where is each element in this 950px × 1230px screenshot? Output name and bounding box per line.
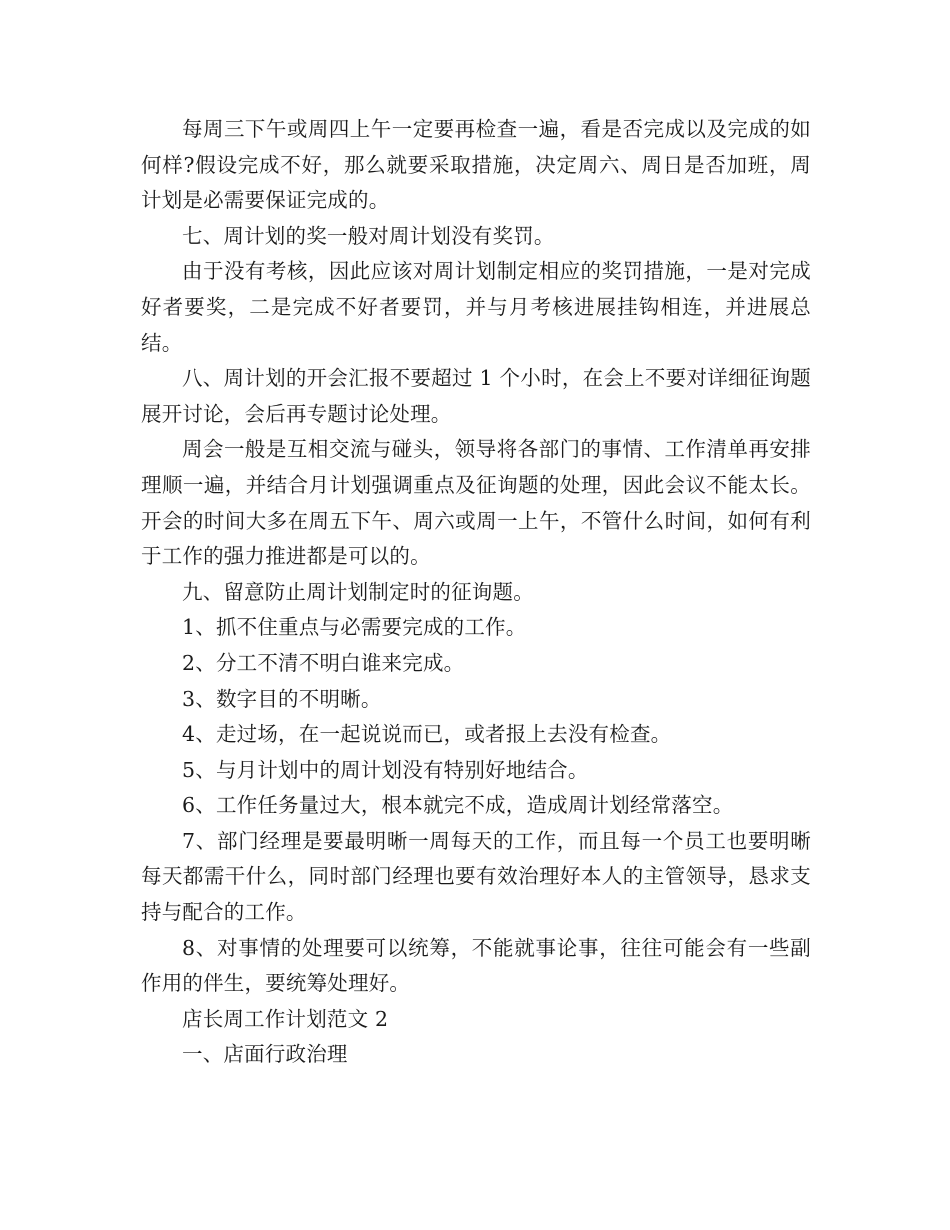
heading-section-9: 九、留意防止周计划制定时的征询题。 xyxy=(182,579,534,604)
list-item-7: 7、部门经理是要最明晰一周每天的工作，而且每一个员工也要明晰每天都需干什么，同时部门经理也要有效治理好本人的主管领导，恳求支持与配合的工作。 xyxy=(141,828,811,925)
paragraph-rewards: 由于没有考核，因此应该对周计划制定相应的奖罚措施，一是对完成好者要奖，二是完成不好者要罚，并与月考核进展挂钩相连，并进展总结。 xyxy=(141,259,811,355)
paragraph-check-midweek: 每周三下午或周四上午一定要再检查一遍，看是否完成以及完成的如何样?假设完成不好，那么就要采取措施，决定周六、周日是否加班，周计划是必需要保证完成的。 xyxy=(141,117,811,213)
list-item-5: 5、与月计划中的周计划没有特别好地结合。 xyxy=(182,757,589,782)
document-body xyxy=(141,112,811,1073)
list-item-1: 1、抓不住重点与必需要完成的工作。 xyxy=(182,615,527,640)
heading-sample-2: 店长周工作计划范文 2 xyxy=(182,1006,389,1031)
list-item-3: 3、数字目的不明晰。 xyxy=(182,686,382,711)
paragraph-weekly-meeting: 周会一般是互相交流与碰头，领导将各部门的事情、工作清单再安排理顺一遍，并结合月计划强调重点及征询题的处理，因此会议不能太长。开会的时间大多在周五下午、周六或周一上午，不管什么时间，如何有利于工作的强力推进都是可以的。 xyxy=(141,437,811,569)
heading-store-admin: 一、店面行政治理 xyxy=(182,1042,348,1067)
list-item-6: 6、工作任务量过大，根本就完不成，造成周计划经常落空。 xyxy=(182,793,734,818)
list-item-4: 4、走过场，在一起说说而已，或者报上去没有检查。 xyxy=(182,722,672,747)
list-item-8: 8、对事情的处理要可以统筹，不能就事论事，往往可能会有一些副作用的伴生，要统筹处理好。 xyxy=(141,935,811,996)
heading-section-8: 八、周计划的开会汇报不要超过 1 个小时，在会上不要对详细征询题展开讨论，会后再专题讨论处理。 xyxy=(141,366,811,426)
heading-section-7: 七、周计划的奖一般对周计划没有奖罚。 xyxy=(182,223,555,248)
list-item-2: 2、分工不清不明白谁来完成。 xyxy=(182,650,465,675)
